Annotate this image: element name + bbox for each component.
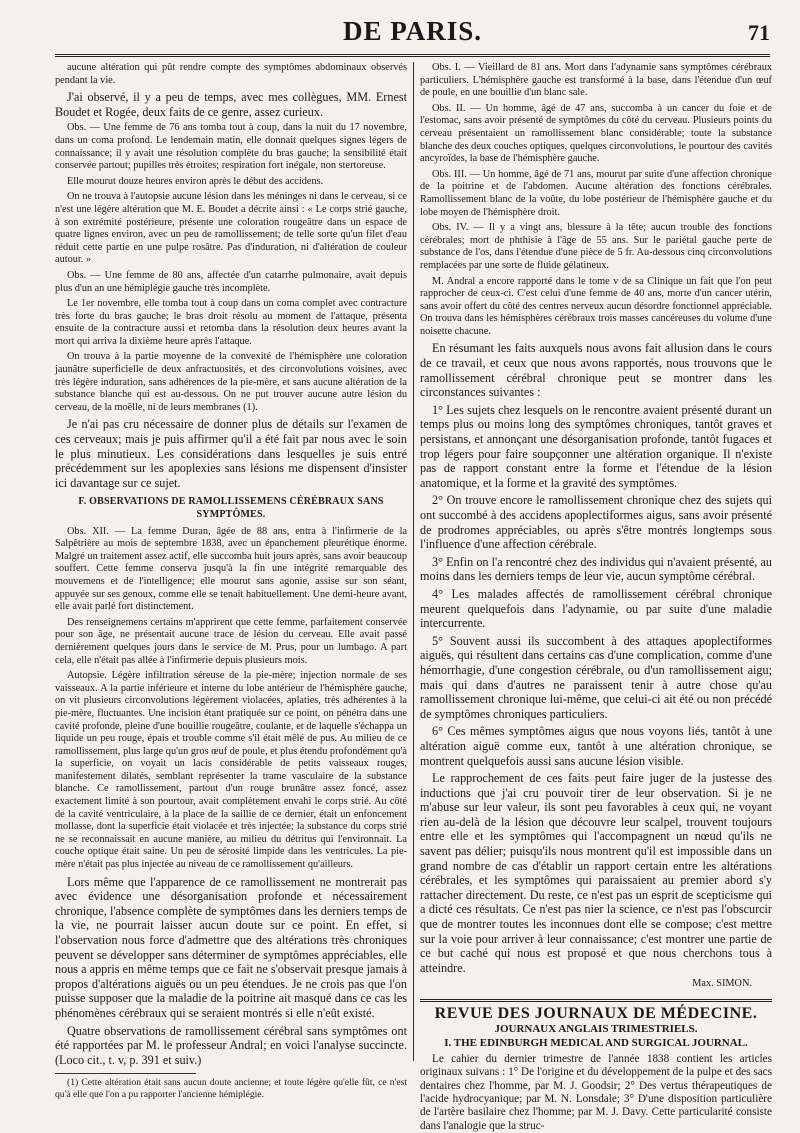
- list-item: 5° Souvent aussi ils succombent à des attaques apoplectiformes aiguës, qui résultent dans certains cas d'une complication, comme d'une hémorrhagie, d'une congestion cérébrale, ou d'un ramollissement aigu; mais qui dans d'autres ne paraissent tenir à autre chose qu'au ramollissement chronique lui-même, que celui-ci ait été ou non précédé de symptômes chroniques particuliers.: [420, 633, 772, 721]
- paragraph-lead: J'ai observé, il y a peu de temps, avec mes collègues, MM. Ernest Boudet et Rogée, deux faits de ce genre, assez curieux.: [55, 90, 407, 119]
- autopsy-paragraph: Autopsie. Légère infiltration séreuse de la pie-mère; injection normale de ses vaisseaux. A la partie inférieure et interne du lobe antérieur de l'hémisphère gauche, on vit plusieurs circonvolutions légèrement violacées, aplaties, très adhérentes à la pie-mère, fluctuantes. Une incision étant pratiquée sur ce point, on pénétra dans une cavité profonde, pleine d'une bouillie rougeâtre, coulante, et de laquelle s'échappa un liquide un peu rouge, épais et trouble comme s'il était mêlé de pus. Au milieu de ce ramollissement, plus large qu'un gros œuf de poule, et plus étendu profondément qu'à la superficie, on voyait un lacis considérable de petits vaisseaux rouges, manifestement dilatés, semblant représenter la trame vasculaire de la substance blanche. Ce ramollissement, partout d'un rouge brunâtre assez foncé, assez exactement limité à son pourtour, avait complètement envahi le corps strié. Au côté de la cavité ventriculaire, à la place de la saillie de ce dernier, était un enfoncement mollasse, dont la superficie était violacée et très injectée; la substance du corps strié ne se reconnaissait en aucune manière, au milieu du détritus qui l'environnait. La couche optique était saine. Un peu de sérosité limpide dans les ventricules. La pie-mère n'était pas plus injectée au niveau de ce ramollissement qu'ailleurs.: [55, 670, 407, 871]
- paragraph: Le cahier du dernier trimestre de l'année 1838 contient les articles originaux suivans : 1° De l'origine et du développement de la pulpe et des sacs dentaires chez l'homme, par M. J. Goodsir; 2° Des vertus thérapeutiques de l'acide hydrocyanique; par M. N. Lonsdale; 3° D'une disposition particulière de l'artère basilaire chez l'homme; par M. J. Davy. Cette particularité consiste dans l'analogie que la struc-: [420, 1052, 772, 1132]
- paragraph-lead: Le rapprochement de ces faits peut faire juger de la justesse des inductions que j'ai cru pouvoir tirer de leur observation. Si je ne m'abuse sur leur valeur, ils sont peu favorables à ceux qui, ne voyant rien au-delà de la lésion que découvre leur scalpel, trouvent toujours entre elle et les symptômes qui l'accompagnent un nœud qu'ils ne savent pas délier; puisqu'ils nous montrent qu'il est impossible dans un grand nombre de cas d'établir un rapport certain entre les altérations cérébrales, et les symptômes qui paraissaient au premier abord s'y rattacher directement. Du reste, ce n'est pas un esprit de scepticisme qui a dicté ces résultats. Ce n'est pas nier la science, ce n'est pas l'obscurcir que de montrer toutes les inconnues dont elle se compose; c'est mettre sur la voie pour arriver à leur connaissance; c'est montrer une partie de ce but caché qui nous est proposé et que nous cherchons tous à atteindre.: [420, 771, 772, 975]
- observation-paragraph: Obs. IV. — Il y a vingt ans, blessure à la tête; aucun trouble des fonctions cérébrales; mort de phthisie à l'âge de 55 ans. Sur le pariétal gauche perte de substance de l'os, dans l'étendue d'une pièce de 5 fr. Au-dessous cinq circonvolutions remplacées par une sorte de fluide gélatineux.: [420, 222, 772, 271]
- paragraph-lead: En résumant les faits auxquels nous avons fait allusion dans le cours de ce travail, et ceux que nous avons rapportés, nous trouvons que le ramollissement cérébral chronique peut se montrer dans les circonstances suivantes :: [420, 341, 772, 400]
- paragraph-lead: Lors même que l'apparence de ce ramollissement ne montrerait pas avec évidence une désorganisation profonde et nécessairement chronique, l'absence complète de symptômes dans les derniers temps de la vie, ne pourrait laisser aucun doute sur ce point. En effet, si l'observation nous force d'admettre que des altérations très chroniques peuvent se développer sans déterminer de symptômes appréciables, elle nous a appris en même temps que ce fait ne s'observait presque jamais à propos d'altérations aiguës ou un peu étendues. Je ne crois pas que l'on puisse supposer que la maladie de la poitrine ait masqué dans ce cas les phénomènes cérébraux qui se seraient montrés si elle n'eût existé.: [55, 874, 407, 1020]
- paragraph: On trouva à la partie moyenne de la convexité de l'hémisphère une coloration jaunâtre superficielle de deux anfractuosités, et des circonvolutions voisines, avec très légère induration, sans adhérences de la pie-mère, et sans aucune altération de la substance blanche qui est au-dessous. On ne put trouver aucune autre lésion du cerveau, de la moëlle, ni de leurs membranes (1).: [55, 351, 407, 413]
- observation-paragraph: Obs. — Une femme de 80 ans, affectée d'un catarrhe pulmonaire, avait depuis plus d'un an une hémiplégie gauche très incomplète.: [55, 269, 407, 294]
- page-number: 71: [748, 20, 770, 45]
- observation-paragraph: Obs. — Une femme de 76 ans tomba tout à coup, dans la nuit du 17 novembre, dans un coma profond. Le lendemain matin, elle donnait quelques signes légers de connaissance; il y avait une résolution complète du bras gauche; la sensibilité était conservée partout; pupilles très étroites; respiration fort inégale, non stertoreuse.: [55, 122, 407, 172]
- paragraph: M. Andral a encore rapporté dans le tome v de sa Clinique un fait que l'on peut rapprocher de ceux-ci. C'est celui d'une femme de 40 ans, morte d'un cancer utérin, sans avoir offert du côté des centres nerveux aucun désordre fonctionnel appréciable. On trouva dans les hémisphères cérébraux trois masses cancéreuses du volume d'une noisette chacune.: [420, 275, 772, 337]
- section-heading: F. OBSERVATIONS DE RAMOLLISSEMENS CÉRÉBRAUX SANS SYMPTÔMES.: [78, 496, 384, 520]
- list-item: 4° Les malades affectés de ramollissement cérébral chronique meurent quelquefois dans l'adynamie, ou par suite d'une maladie intercurrente.: [420, 586, 772, 631]
- list-item: 3° Enfin on l'a rencontré chez des individus qui n'avaient présenté, au moins dans les derniers temps de leur vie, aucun symptôme cérébral.: [420, 554, 772, 584]
- list-item: 1° Les sujets chez lesquels on le rencontre avaient présenté durant un temps plus ou moins long des symptômes chroniques, tantôt graves et persistans, et annonçant une désorganisation profonde, tantôt fugaces et trop légers pour faire soupçonner une altération organique. Il n'existe pas de rapport constant entre la forme et l'étendue de la lésion anatomique, et la forme et la gravité des symptômes.: [420, 402, 772, 490]
- revue-title: REVUE DES JOURNAUX DE MÉDECINE.: [434, 1005, 758, 1022]
- paragraph: aucune altération qui pût rendre compte des symptômes abdominaux observés pendant la vie.: [55, 62, 407, 86]
- footnote-divider: [55, 1073, 196, 1074]
- revue-section: [420, 999, 772, 1133]
- observation-paragraph: Obs. III. — Un homme, âgé de 71 ans, mourut par suite d'une affection chronique de la poitrine et de l'abdomen. Aucune altération des fonctions cérébrales. Ramollissement blanc de la voûte, du lobe postérieur de l'hémisphère gauche et du lobe moyen de l'hémisphère droit.: [420, 168, 772, 218]
- paragraph-lead: Quatre observations de ramollissement cérébral sans symptômes ont été rapportées par M. le professeur Andral; en voici l'analyse succincte. (Loco cit., t. v, p. 391 et suiv.): [55, 1023, 407, 1067]
- observation-paragraph: Obs. II. — Un homme, âgé de 47 ans, succomba à un cancer du foie et de l'estomac, sans avoir présenté de symptômes du côté du cerveau. Plusieurs points du cerveau présentaient un ramollissement blanc considérable; toute la substance blanche des deux couches optiques, quelques circonvolutions, le pourtour des cavités ancyroïdes, la base de l'hémisphère gauche.: [420, 102, 772, 165]
- paragraph-lead: Je n'ai pas cru nécessaire de donner plus de détails sur l'examen de ces cerveaux; mais je puis affirmer qu'il a été fait par nous avec le soin le plus minutieux. Les considérations dans lesquelles je suis entré précédemment sur les apoplexies sans lésions me dispensent d'insister ici davantage sur ce sujet.: [55, 417, 407, 490]
- observation-paragraph: Obs. XII. — La femme Duran, âgée de 88 ans, entra à l'infirmerie de la Salpêtrière au mois de septembre 1838, avec un épanchement pleurétique énorme. Malgré un traitement assez actif, elle succomba huit jours après, sans avoir beaucoup souffert. Cette femme conserva jusqu'à la fin une intégrité remarquable des mouvemens et de l'intelligence; elle mourut sans agonie, assise sur son séant, appuyée sur ses genoux, comme elle se tenait habituellement. Une demi-heure avant, elle avait parlé fort distinctement.: [55, 525, 407, 613]
- page-title: DE PARIS.: [342, 16, 483, 46]
- paragraph: Le 1er novembre, elle tomba tout à coup dans un coma complet avec contracture très forte du bras gauche; le bras droit résolu au moment de l'attaque, présenta ensuite de la contracture aussi et retomba dans la résolution deux heures avant la mort qui arriva la dixième heure après l'attaque.: [55, 298, 407, 347]
- left-column: [55, 62, 407, 1100]
- revue-section-heading: I. THE EDINBURGH MEDICAL AND SURGICAL JOURNAL.: [444, 1037, 748, 1050]
- observation-paragraph: Obs. I. — Vieillard de 81 ans. Mort dans l'adynamie sans symptômes cérébraux particuliers. L'hémisphère gauche est transformé à la base, dans l'étendue d'un œuf de poule, en une bouillie d'un blanc sale.: [420, 62, 772, 99]
- right-column: [420, 62, 772, 1132]
- paragraph: Elle mourut douze heures environ après le début des accidens.: [67, 175, 324, 187]
- list-item: 2° On trouve encore le ramollissement chronique chez des sujets qui ont succombé à des accidens apoplectiformes aigus, sans avoir présenté de prodromes appréciables, ou après s'être montrés longtemps sous l'influence d'une affection cérébrale.: [420, 493, 772, 552]
- page-header: [55, 14, 770, 57]
- paragraph: On ne trouva à l'autopsie aucune lésion dans les méninges ni dans le cerveau, si ce n'est une légère altération que M. E. Boudet a décrite ainsi : « Le corps strié gauche, à son extrémité postérieure, présente une coloration rougeâtre dans un espace de quatre lignes environ, avec un peu de ramollissement; de telle sorte qu'un filet d'eau réduit cette partie en une pulpe rosâtre. Pas d'induration, ni d'altération de couleur autour. »: [55, 191, 407, 266]
- list-item: 6° Ces mêmes symptômes aigus que nous voyons liés, tantôt à une altération aiguë comme eux, tantôt à une altération chronique, se montrent quelquefois aussi sans aucune lésion visible.: [420, 724, 772, 768]
- revue-subtitle: JOURNAUX ANGLAIS TRIMESTRIELS.: [494, 1022, 698, 1035]
- paragraph: Des renseignemens certains m'apprirent que cette femme, parfaitement conservée pour son âge, ne présentait aucune trace de lésion du cerveau. Elle avait passé dernièrement quelques jours dans le service de M. Prus, pour un lumbago. A part cela, elle n'était pas allée à l'infirmerie depuis plusieurs mois.: [55, 616, 407, 666]
- column-divider: [413, 62, 414, 1061]
- signature: Max. SIMON.: [692, 978, 752, 990]
- footnote: (1) Cette altération était sans aucun doute ancienne; et toute légère qu'elle fût, ce n'est qu'à elle que l'on a pu rapporter l'ancienne hémiplégie.: [55, 1077, 407, 1100]
